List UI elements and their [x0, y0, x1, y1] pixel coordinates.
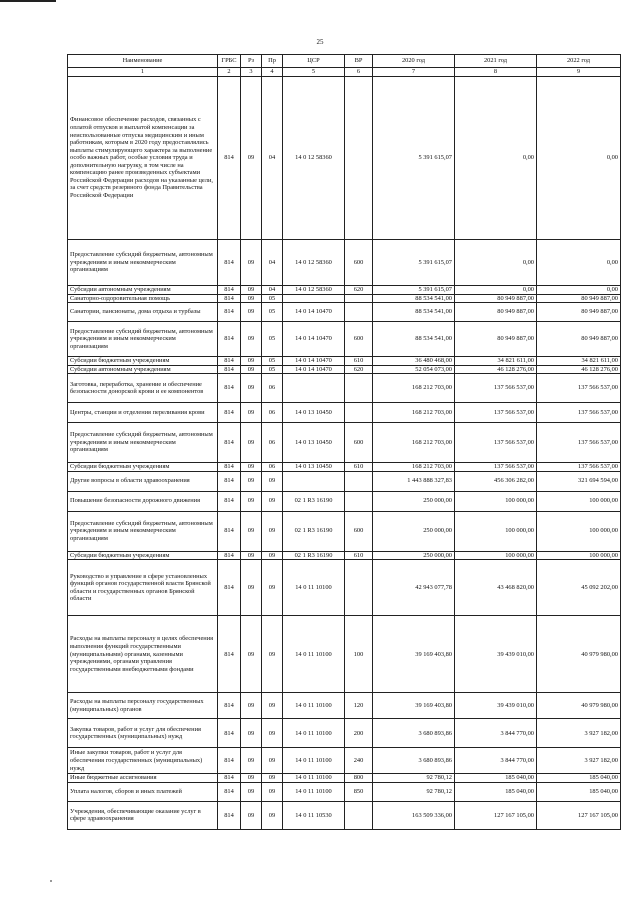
table-row	[68, 774, 621, 783]
cell-col-2021: 137 566 537,00	[455, 374, 537, 403]
cell-col-grbs: 814	[218, 616, 241, 693]
cell-col-csr: 02 1 R3 16190	[283, 551, 345, 560]
cell-col-2022: 80 949 887,00	[537, 303, 621, 322]
cell-col-2021: 34 821 611,00	[455, 357, 537, 366]
cell-col-rz: 09	[241, 286, 262, 295]
cell-col-grbs: 814	[218, 782, 241, 801]
header-col-name: Наименование	[68, 55, 218, 68]
cell-col-pr: 09	[262, 748, 283, 774]
cell-col-name: Субсидии автономным учреждениям	[68, 286, 218, 295]
cell-col-2022: 0,00	[537, 240, 621, 286]
cell-col-2022: 321 694 594,00	[537, 471, 621, 491]
cell-col-2021: 46 128 276,00	[455, 365, 537, 374]
cell-col-pr: 05	[262, 322, 283, 357]
cell-col-2022: 127 167 105,00	[537, 801, 621, 829]
cell-col-csr: 14 0 11 10530	[283, 801, 345, 829]
header-col-rz: Рз	[241, 55, 262, 68]
table-header-row	[68, 55, 621, 68]
cell-col-vr: 850	[345, 782, 373, 801]
header-col-2020: 2020 год	[373, 55, 455, 68]
cell-col-rz: 09	[241, 322, 262, 357]
cell-col-name: Расходы на выплаты персоналу в целях обеспечения выполнения функций государственными (муниципальными) органами, казенными учреждениями, органами управления государственными внебюджетными фондами	[68, 616, 218, 693]
cell-col-2021: 39 439 010,00	[455, 616, 537, 693]
cell-col-rz: 09	[241, 403, 262, 423]
cell-col-name: Повышение безопасности дорожного движения	[68, 491, 218, 511]
cell-col-2021: 80 949 887,00	[455, 303, 537, 322]
cell-col-grbs: 814	[218, 491, 241, 511]
cell-col-grbs: 814	[218, 423, 241, 463]
cell-col-name: Субсидии бюджетным учреждениям	[68, 551, 218, 560]
cell-col-csr: 14 0 14 10470	[283, 365, 345, 374]
cell-col-vr: 600	[345, 511, 373, 551]
cell-col-grbs: 814	[218, 801, 241, 829]
cell-col-2020: 92 780,12	[373, 782, 455, 801]
cell-col-csr	[283, 294, 345, 303]
cell-col-2021: 456 306 282,00	[455, 471, 537, 491]
cell-col-name: Заготовка, переработка, хранение и обеспечение безопасности донорской крови и ее компонентов	[68, 374, 218, 403]
cell-col-vr: 620	[345, 365, 373, 374]
column-number-col-grbs: 2	[218, 68, 241, 77]
cell-col-2022: 3 927 182,00	[537, 748, 621, 774]
cell-col-rz: 09	[241, 303, 262, 322]
cell-col-name: Субсидии бюджетным учреждениям	[68, 357, 218, 366]
cell-col-grbs: 814	[218, 511, 241, 551]
cell-col-2020: 168 212 703,00	[373, 423, 455, 463]
cell-col-pr: 09	[262, 551, 283, 560]
table-row	[68, 423, 621, 463]
cell-col-2020: 88 534 541,00	[373, 322, 455, 357]
cell-col-2021: 185 040,00	[455, 774, 537, 783]
cell-col-pr: 06	[262, 403, 283, 423]
cell-col-2022: 34 821 611,00	[537, 357, 621, 366]
cell-col-rz: 09	[241, 240, 262, 286]
cell-col-name: Закупка товаров, работ и услуг для обеспечения государственных (муниципальных) нужд	[68, 719, 218, 748]
cell-col-vr: 240	[345, 748, 373, 774]
cell-col-pr: 09	[262, 719, 283, 748]
table-row	[68, 403, 621, 423]
column-number-col-vr: 6	[345, 68, 373, 77]
cell-col-pr: 05	[262, 303, 283, 322]
cell-col-pr: 09	[262, 471, 283, 491]
cell-col-grbs: 814	[218, 471, 241, 491]
cell-col-csr: 14 0 13 10450	[283, 403, 345, 423]
table-row	[68, 357, 621, 366]
cell-col-pr: 09	[262, 491, 283, 511]
cell-col-2022: 100 000,00	[537, 491, 621, 511]
cell-col-pr: 09	[262, 782, 283, 801]
table-row	[68, 240, 621, 286]
table-row	[68, 286, 621, 295]
cell-col-pr: 09	[262, 616, 283, 693]
cell-col-grbs: 814	[218, 365, 241, 374]
table-row	[68, 560, 621, 616]
cell-col-vr: 100	[345, 616, 373, 693]
cell-col-csr: 14 0 12 58360	[283, 286, 345, 295]
cell-col-2021: 100 000,00	[455, 491, 537, 511]
cell-col-pr: 06	[262, 463, 283, 472]
cell-col-rz: 09	[241, 374, 262, 403]
column-number-col-name: 1	[68, 68, 218, 77]
cell-col-rz: 09	[241, 774, 262, 783]
column-number-col-csr: 5	[283, 68, 345, 77]
table-row	[68, 77, 621, 240]
cell-col-csr: 14 0 11 10100	[283, 774, 345, 783]
scan-speck	[50, 880, 52, 882]
cell-col-grbs: 814	[218, 294, 241, 303]
cell-col-2021: 0,00	[455, 77, 537, 240]
cell-col-2020: 250 000,00	[373, 491, 455, 511]
cell-col-rz: 09	[241, 463, 262, 472]
cell-col-rz: 09	[241, 471, 262, 491]
cell-col-name: Другие вопросы в области здравоохранения	[68, 471, 218, 491]
column-number-row	[68, 68, 621, 77]
header-col-grbs: ГРБС	[218, 55, 241, 68]
cell-col-2020: 92 780,12	[373, 774, 455, 783]
cell-col-csr: 14 0 11 10100	[283, 719, 345, 748]
table-row	[68, 463, 621, 472]
cell-col-csr: 02 1 R3 16190	[283, 491, 345, 511]
cell-col-grbs: 814	[218, 463, 241, 472]
cell-col-vr	[345, 303, 373, 322]
cell-col-pr: 06	[262, 423, 283, 463]
cell-col-grbs: 814	[218, 748, 241, 774]
table-row	[68, 551, 621, 560]
column-number-col-2022: 9	[537, 68, 621, 77]
cell-col-pr: 05	[262, 357, 283, 366]
cell-col-vr	[345, 374, 373, 403]
table-row	[68, 294, 621, 303]
cell-col-rz: 09	[241, 748, 262, 774]
cell-col-vr: 600	[345, 240, 373, 286]
cell-col-2020: 5 391 615,07	[373, 77, 455, 240]
cell-col-name: Центры, станции и отделения переливания крови	[68, 403, 218, 423]
cell-col-2020: 5 391 615,07	[373, 240, 455, 286]
table-row	[68, 303, 621, 322]
cell-col-pr: 04	[262, 240, 283, 286]
cell-col-name: Руководство и управление в сфере установленных функций органов государственной власти Брянской области и государственных органов Брянской области	[68, 560, 218, 616]
cell-col-rz: 09	[241, 294, 262, 303]
cell-col-2022: 40 979 980,00	[537, 616, 621, 693]
cell-col-vr	[345, 77, 373, 240]
table-row	[68, 693, 621, 719]
cell-col-2020: 42 943 077,78	[373, 560, 455, 616]
cell-col-2020: 250 000,00	[373, 511, 455, 551]
cell-col-rz: 09	[241, 801, 262, 829]
cell-col-rz: 09	[241, 693, 262, 719]
cell-col-2022: 137 566 537,00	[537, 463, 621, 472]
cell-col-vr: 620	[345, 286, 373, 295]
cell-col-2020: 39 169 403,80	[373, 616, 455, 693]
cell-col-rz: 09	[241, 365, 262, 374]
table-row	[68, 365, 621, 374]
column-number-col-rz: 3	[241, 68, 262, 77]
table-row	[68, 374, 621, 403]
column-number-col-pr: 4	[262, 68, 283, 77]
cell-col-2022: 185 040,00	[537, 774, 621, 783]
cell-col-pr: 09	[262, 693, 283, 719]
cell-col-grbs: 814	[218, 693, 241, 719]
cell-col-rz: 09	[241, 77, 262, 240]
scan-corner-mark	[0, 0, 56, 2]
cell-col-vr	[345, 491, 373, 511]
cell-col-2022: 40 979 980,00	[537, 693, 621, 719]
cell-col-rz: 09	[241, 560, 262, 616]
table-row	[68, 782, 621, 801]
cell-col-csr: 14 0 14 10470	[283, 357, 345, 366]
cell-col-rz: 09	[241, 491, 262, 511]
cell-col-vr	[345, 294, 373, 303]
cell-col-2022: 0,00	[537, 286, 621, 295]
cell-col-csr: 14 0 11 10100	[283, 693, 345, 719]
cell-col-grbs: 814	[218, 357, 241, 366]
cell-col-name: Финансовое обеспечение расходов, связанных с оплатой отпусков и выплатой компенсации за неиспользованные отпуска медицинским и иным работникам, которым в 2020 году предоставлялись выплаты стимулирующего характера за выполнение особо важных работ, особые условия труда и дополнительную нагрузку, в том числе на компенсацию ранее произведенных субъектами Российской Федерации расходов на указанные цели, за счет средств резервного фонда Правительства Российской Федерации	[68, 77, 218, 240]
cell-col-name: Предоставление субсидий бюджетным, автономным учреждениям и иным некоммерческим организациям	[68, 240, 218, 286]
cell-col-name: Уплата налогов, сборов и иных платежей	[68, 782, 218, 801]
cell-col-csr: 14 0 12 58360	[283, 240, 345, 286]
cell-col-pr: 04	[262, 77, 283, 240]
cell-col-vr	[345, 801, 373, 829]
cell-col-name: Учреждения, обеспечивающие оказание услуг в сфере здравоохранения	[68, 801, 218, 829]
cell-col-vr: 610	[345, 551, 373, 560]
cell-col-2020: 168 212 703,00	[373, 403, 455, 423]
cell-col-2020: 3 680 893,86	[373, 748, 455, 774]
header-col-2022: 2022 год	[537, 55, 621, 68]
cell-col-csr: 14 0 13 10450	[283, 463, 345, 472]
cell-col-csr: 14 0 11 10100	[283, 616, 345, 693]
cell-col-2022: 80 949 887,00	[537, 294, 621, 303]
cell-col-vr: 610	[345, 463, 373, 472]
cell-col-vr: 600	[345, 322, 373, 357]
cell-col-2021: 100 000,00	[455, 551, 537, 560]
cell-col-rz: 09	[241, 423, 262, 463]
cell-col-grbs: 814	[218, 286, 241, 295]
cell-col-name: Санаторно-оздоровительная помощь	[68, 294, 218, 303]
cell-col-name: Иные бюджетные ассигнования	[68, 774, 218, 783]
cell-col-2021: 137 566 537,00	[455, 463, 537, 472]
cell-col-2022: 100 000,00	[537, 511, 621, 551]
cell-col-2021: 80 949 887,00	[455, 294, 537, 303]
table-row	[68, 322, 621, 357]
cell-col-2020: 5 391 615,07	[373, 286, 455, 295]
cell-col-2020: 39 169 403,80	[373, 693, 455, 719]
cell-col-csr: 14 0 14 10470	[283, 303, 345, 322]
cell-col-grbs: 814	[218, 560, 241, 616]
cell-col-grbs: 814	[218, 774, 241, 783]
cell-col-2022: 46 128 276,00	[537, 365, 621, 374]
cell-col-2022: 100 000,00	[537, 551, 621, 560]
table-body	[68, 68, 621, 830]
table-row	[68, 748, 621, 774]
cell-col-csr: 14 0 11 10100	[283, 748, 345, 774]
cell-col-2021: 0,00	[455, 286, 537, 295]
cell-col-rz: 09	[241, 511, 262, 551]
cell-col-csr: 14 0 11 10100	[283, 782, 345, 801]
cell-col-2022: 80 949 887,00	[537, 322, 621, 357]
cell-col-csr: 02 1 R3 16190	[283, 511, 345, 551]
cell-col-2020: 163 509 336,00	[373, 801, 455, 829]
cell-col-pr: 05	[262, 294, 283, 303]
cell-col-rz: 09	[241, 551, 262, 560]
cell-col-name: Предоставление субсидий бюджетным, автономным учреждениям и иным некоммерческим организациям	[68, 511, 218, 551]
cell-col-2021: 0,00	[455, 240, 537, 286]
cell-col-grbs: 814	[218, 240, 241, 286]
cell-col-vr	[345, 403, 373, 423]
header-col-pr: Пр	[262, 55, 283, 68]
cell-col-2022: 137 566 537,00	[537, 423, 621, 463]
budget-table	[67, 54, 621, 830]
cell-col-csr: 14 0 13 10450	[283, 423, 345, 463]
cell-col-name: Субсидии автономным учреждениям	[68, 365, 218, 374]
cell-col-rz: 09	[241, 616, 262, 693]
cell-col-grbs: 814	[218, 403, 241, 423]
cell-col-2020: 250 000,00	[373, 551, 455, 560]
cell-col-2020: 52 054 073,00	[373, 365, 455, 374]
cell-col-name: Предоставление субсидий бюджетным, автономным учреждениям и иным некоммерческим организациям	[68, 423, 218, 463]
cell-col-rz: 09	[241, 357, 262, 366]
cell-col-2021: 185 040,00	[455, 782, 537, 801]
cell-col-2022: 3 927 182,00	[537, 719, 621, 748]
table-row	[68, 471, 621, 491]
cell-col-2021: 43 468 820,00	[455, 560, 537, 616]
cell-col-vr: 800	[345, 774, 373, 783]
cell-col-2020: 1 443 888 327,83	[373, 471, 455, 491]
page-number: 25	[316, 38, 324, 46]
cell-col-2020: 88 534 541,00	[373, 294, 455, 303]
cell-col-pr: 06	[262, 374, 283, 403]
cell-col-pr: 09	[262, 511, 283, 551]
cell-col-2020: 168 212 703,00	[373, 463, 455, 472]
cell-col-grbs: 814	[218, 322, 241, 357]
cell-col-grbs: 814	[218, 303, 241, 322]
cell-col-pr: 04	[262, 286, 283, 295]
cell-col-rz: 09	[241, 782, 262, 801]
cell-col-rz: 09	[241, 719, 262, 748]
cell-col-grbs: 814	[218, 551, 241, 560]
cell-col-2020: 36 480 468,00	[373, 357, 455, 366]
cell-col-2022: 0,00	[537, 77, 621, 240]
cell-col-2021: 100 000,00	[455, 511, 537, 551]
cell-col-csr	[283, 374, 345, 403]
cell-col-csr: 14 0 14 10470	[283, 322, 345, 357]
cell-col-pr: 09	[262, 774, 283, 783]
cell-col-2021: 80 949 887,00	[455, 322, 537, 357]
header-col-vr: ВР	[345, 55, 373, 68]
cell-col-pr: 09	[262, 801, 283, 829]
cell-col-csr: 14 0 12 58360	[283, 77, 345, 240]
table-row	[68, 719, 621, 748]
cell-col-2021: 137 566 537,00	[455, 403, 537, 423]
cell-col-2020: 3 680 893,86	[373, 719, 455, 748]
cell-col-name: Иные закупки товаров, работ и услуг для обеспечения государственных (муниципальных) нужд	[68, 748, 218, 774]
cell-col-csr	[283, 471, 345, 491]
cell-col-csr: 14 0 11 10100	[283, 560, 345, 616]
cell-col-2021: 3 844 770,00	[455, 719, 537, 748]
cell-col-name: Предоставление субсидий бюджетным, автономным учреждениям и иным некоммерческим организациям	[68, 322, 218, 357]
cell-col-2020: 88 534 541,00	[373, 303, 455, 322]
table-row	[68, 801, 621, 829]
cell-col-name: Расходы на выплаты персоналу государственных (муниципальных) органов	[68, 693, 218, 719]
cell-col-grbs: 814	[218, 374, 241, 403]
cell-col-2021: 127 167 105,00	[455, 801, 537, 829]
cell-col-vr: 200	[345, 719, 373, 748]
cell-col-2020: 168 212 703,00	[373, 374, 455, 403]
cell-col-2022: 137 566 537,00	[537, 374, 621, 403]
cell-col-vr: 610	[345, 357, 373, 366]
cell-col-vr: 600	[345, 423, 373, 463]
cell-col-2021: 39 439 010,00	[455, 693, 537, 719]
cell-col-2022: 185 040,00	[537, 782, 621, 801]
column-number-col-2021: 8	[455, 68, 537, 77]
cell-col-vr	[345, 471, 373, 491]
cell-col-2021: 3 844 770,00	[455, 748, 537, 774]
cell-col-name: Санатории, пансионаты, дома отдыха и турбазы	[68, 303, 218, 322]
cell-col-vr	[345, 560, 373, 616]
table-row	[68, 511, 621, 551]
cell-col-name: Субсидии бюджетным учреждениям	[68, 463, 218, 472]
cell-col-2022: 137 566 537,00	[537, 403, 621, 423]
cell-col-pr: 05	[262, 365, 283, 374]
table-row	[68, 491, 621, 511]
cell-col-grbs: 814	[218, 77, 241, 240]
cell-col-grbs: 814	[218, 719, 241, 748]
cell-col-vr: 120	[345, 693, 373, 719]
table-row	[68, 616, 621, 693]
cell-col-2022: 45 092 202,00	[537, 560, 621, 616]
column-number-col-2020: 7	[373, 68, 455, 77]
cell-col-2021: 137 566 537,00	[455, 423, 537, 463]
header-col-2021: 2021 год	[455, 55, 537, 68]
cell-col-pr: 09	[262, 560, 283, 616]
header-col-csr: ЦСР	[283, 55, 345, 68]
